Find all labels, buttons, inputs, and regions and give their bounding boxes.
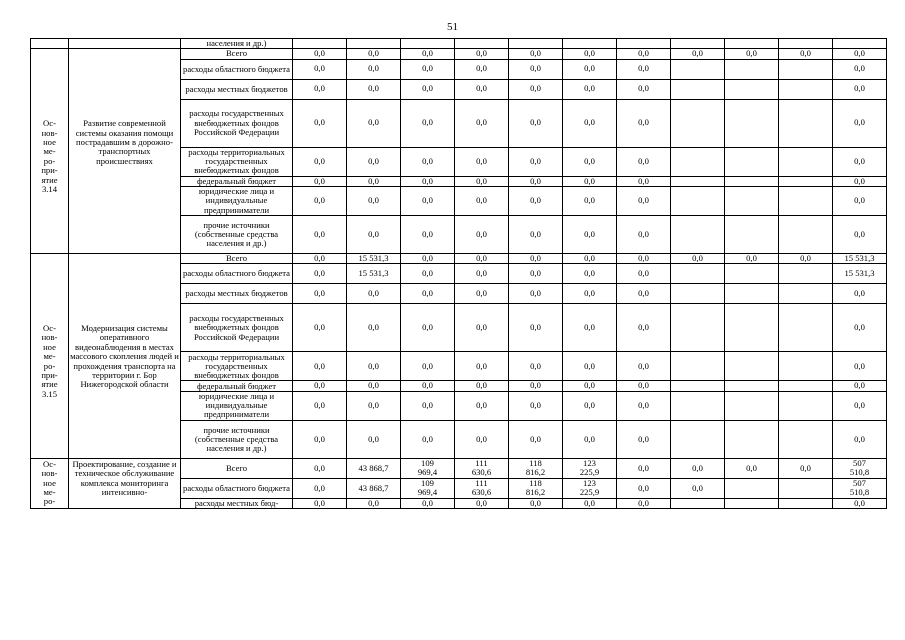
source-cell: Всего xyxy=(181,254,293,264)
value-cell: 43 868,7 xyxy=(347,478,401,498)
source-cell: федеральный бюджет xyxy=(181,176,293,186)
value-cell: 0,0 xyxy=(347,391,401,420)
value-cell: 0,0 xyxy=(563,216,617,254)
value-cell: 0,0 xyxy=(509,79,563,99)
source-cell: населения и др.) xyxy=(181,39,293,49)
value-cell xyxy=(779,498,833,508)
value-cell: 0,0 xyxy=(617,79,671,99)
value-cell: 123 225,9 xyxy=(563,478,617,498)
value-cell: 0,0 xyxy=(617,254,671,264)
value-cell: 118 816,2 xyxy=(509,478,563,498)
value-cell xyxy=(725,216,779,254)
value-cell: 0,0 xyxy=(779,254,833,264)
table-row xyxy=(31,254,887,264)
source-cell: Всего xyxy=(181,49,293,59)
value-cell: 0,0 xyxy=(293,59,347,79)
value-cell: 0,0 xyxy=(401,187,455,216)
table-row xyxy=(31,49,887,59)
value-cell: 0,0 xyxy=(509,381,563,391)
value-cell xyxy=(671,420,725,458)
value-cell: 0,0 xyxy=(293,254,347,264)
value-cell: 0,0 xyxy=(455,391,509,420)
value-cell: 0,0 xyxy=(617,458,671,478)
value-cell: 0,0 xyxy=(455,59,509,79)
value-cell: 0,0 xyxy=(401,352,455,381)
value-cell: 15 531,3 xyxy=(347,254,401,264)
value-cell xyxy=(671,176,725,186)
value-cell: 0,0 xyxy=(455,381,509,391)
value-cell xyxy=(725,99,779,147)
value-cell: 0,0 xyxy=(293,99,347,147)
source-cell: прочие источники (собственные средства населения и др.) xyxy=(181,420,293,458)
value-cell: 0,0 xyxy=(455,49,509,59)
value-cell: 0,0 xyxy=(401,49,455,59)
value-cell: 0,0 xyxy=(833,216,887,254)
value-cell: 0,0 xyxy=(455,216,509,254)
value-cell xyxy=(671,284,725,304)
source-cell: расходы местных бюджетов xyxy=(181,79,293,99)
value-cell xyxy=(671,264,725,284)
source-cell: прочие источники (собственные средства населения и др.) xyxy=(181,216,293,254)
value-cell: 0,0 xyxy=(833,187,887,216)
value-cell: 0,0 xyxy=(455,498,509,508)
value-cell: 0,0 xyxy=(347,498,401,508)
value-cell xyxy=(671,381,725,391)
value-cell: 0,0 xyxy=(347,147,401,176)
value-cell: 0,0 xyxy=(293,352,347,381)
value-cell xyxy=(725,391,779,420)
value-cell: 0,0 xyxy=(347,304,401,352)
value-cell: 0,0 xyxy=(347,176,401,186)
value-cell xyxy=(671,352,725,381)
value-cell: 0,0 xyxy=(509,176,563,186)
value-cell: 0,0 xyxy=(401,420,455,458)
value-cell xyxy=(779,176,833,186)
value-cell xyxy=(779,478,833,498)
value-cell: 0,0 xyxy=(293,458,347,478)
table-row xyxy=(31,39,887,49)
value-cell xyxy=(779,79,833,99)
value-cell: 0,0 xyxy=(833,147,887,176)
value-cell: 0,0 xyxy=(833,99,887,147)
value-cell: 0,0 xyxy=(293,391,347,420)
value-cell: 0,0 xyxy=(347,216,401,254)
value-cell: 0,0 xyxy=(563,284,617,304)
value-cell: 0,0 xyxy=(563,254,617,264)
value-cell: 0,0 xyxy=(293,147,347,176)
value-cell xyxy=(671,216,725,254)
value-cell: 0,0 xyxy=(455,254,509,264)
value-cell: 123 225,9 xyxy=(563,458,617,478)
value-cell: 0,0 xyxy=(293,284,347,304)
value-cell: 0,0 xyxy=(293,79,347,99)
value-cell xyxy=(725,304,779,352)
value-cell: 0,0 xyxy=(509,264,563,284)
value-cell: 43 868,7 xyxy=(347,458,401,478)
value-cell xyxy=(779,284,833,304)
value-cell: 0,0 xyxy=(401,79,455,99)
value-cell: 0,0 xyxy=(293,498,347,508)
value-cell: 0,0 xyxy=(563,49,617,59)
value-cell: 0,0 xyxy=(725,49,779,59)
value-cell: 0,0 xyxy=(617,478,671,498)
value-cell: 0,0 xyxy=(617,381,671,391)
value-cell: 0,0 xyxy=(401,147,455,176)
value-cell: 0,0 xyxy=(509,304,563,352)
value-cell: 0,0 xyxy=(401,284,455,304)
value-cell: 0,0 xyxy=(563,79,617,99)
value-cell: 0,0 xyxy=(617,284,671,304)
value-cell xyxy=(725,381,779,391)
value-cell: 0,0 xyxy=(725,254,779,264)
value-cell: 0,0 xyxy=(455,79,509,99)
value-cell: 0,0 xyxy=(617,187,671,216)
value-cell xyxy=(779,59,833,79)
value-cell: 0,0 xyxy=(455,304,509,352)
value-cell: 0,0 xyxy=(617,49,671,59)
value-cell: 0,0 xyxy=(671,478,725,498)
value-cell xyxy=(725,264,779,284)
value-cell: 0,0 xyxy=(833,304,887,352)
source-cell: расходы местных бюджетов xyxy=(181,284,293,304)
value-cell: 0,0 xyxy=(509,216,563,254)
value-cell xyxy=(725,478,779,498)
value-cell: 0,0 xyxy=(509,391,563,420)
value-cell: 111 630,6 xyxy=(455,458,509,478)
value-cell: 15 531,3 xyxy=(833,264,887,284)
value-cell: 109 969,4 xyxy=(401,478,455,498)
source-cell: Всего xyxy=(181,458,293,478)
value-cell: 0,0 xyxy=(833,59,887,79)
value-cell: 0,0 xyxy=(293,478,347,498)
value-cell: 0,0 xyxy=(293,381,347,391)
value-cell: 0,0 xyxy=(347,284,401,304)
value-cell: 0,0 xyxy=(833,284,887,304)
measure-description: Проектирование, создание и техническое обслуживание комплекса мониторинга интенсивно- xyxy=(69,458,181,508)
value-cell: 0,0 xyxy=(617,99,671,147)
value-cell: 0,0 xyxy=(293,420,347,458)
value-cell xyxy=(725,420,779,458)
value-cell: 0,0 xyxy=(293,49,347,59)
measure-description: Модернизация системы оперативного видеонаблюдения в местах массового скопления людей и прохождения транспорта на территории г. Бор Нижегородской области xyxy=(69,254,181,459)
value-cell: 0,0 xyxy=(401,99,455,147)
source-cell: федеральный бюджет xyxy=(181,381,293,391)
measure-label: Ос- нов- ное ме- ро- при- ятие 3.14 xyxy=(31,49,69,254)
value-cell: 0,0 xyxy=(671,458,725,478)
value-cell: 0,0 xyxy=(455,420,509,458)
value-cell: 0,0 xyxy=(563,420,617,458)
value-cell: 0,0 xyxy=(563,187,617,216)
value-cell: 0,0 xyxy=(509,352,563,381)
source-cell: расходы территориальных государственных внебюджетных фондов xyxy=(181,147,293,176)
value-cell: 0,0 xyxy=(563,352,617,381)
value-cell: 0,0 xyxy=(617,147,671,176)
value-cell: 0,0 xyxy=(563,264,617,284)
value-cell: 0,0 xyxy=(779,49,833,59)
value-cell xyxy=(671,147,725,176)
value-cell xyxy=(779,264,833,284)
value-cell: 0,0 xyxy=(347,352,401,381)
value-cell: 0,0 xyxy=(455,352,509,381)
value-cell: 507 510,8 xyxy=(833,458,887,478)
value-cell: 0,0 xyxy=(725,458,779,478)
value-cell: 0,0 xyxy=(671,49,725,59)
value-cell: 0,0 xyxy=(617,352,671,381)
value-cell: 0,0 xyxy=(401,391,455,420)
value-cell: 0,0 xyxy=(293,304,347,352)
value-cell: 0,0 xyxy=(509,147,563,176)
value-cell xyxy=(779,304,833,352)
value-cell: 0,0 xyxy=(833,49,887,59)
source-cell: юридические лица и индивидуальные предприниматели xyxy=(181,391,293,420)
value-cell: 0,0 xyxy=(347,187,401,216)
value-cell xyxy=(725,176,779,186)
value-cell: 0,0 xyxy=(509,420,563,458)
value-cell xyxy=(725,187,779,216)
value-cell: 0,0 xyxy=(401,498,455,508)
value-cell xyxy=(671,59,725,79)
value-cell xyxy=(779,420,833,458)
value-cell: 0,0 xyxy=(293,187,347,216)
value-cell: 0,0 xyxy=(509,49,563,59)
value-cell: 0,0 xyxy=(563,381,617,391)
value-cell: 0,0 xyxy=(347,79,401,99)
source-cell: юридические лица и индивидуальные предприниматели xyxy=(181,187,293,216)
value-cell: 15 531,3 xyxy=(347,264,401,284)
value-cell: 111 630,6 xyxy=(455,478,509,498)
value-cell: 0,0 xyxy=(509,284,563,304)
value-cell xyxy=(671,498,725,508)
value-cell: 0,0 xyxy=(671,254,725,264)
value-cell: 0,0 xyxy=(563,147,617,176)
value-cell xyxy=(671,304,725,352)
source-cell: расходы государственных внебюджетных фондов Российской Федерации xyxy=(181,99,293,147)
value-cell: 0,0 xyxy=(617,420,671,458)
value-cell: 0,0 xyxy=(617,216,671,254)
value-cell: 0,0 xyxy=(347,59,401,79)
measure-description: Развитие современной системы оказания помощи пострадавшим в дорожно-транспортных происшествиях xyxy=(69,49,181,254)
value-cell xyxy=(779,99,833,147)
value-cell: 0,0 xyxy=(617,264,671,284)
value-cell: 0,0 xyxy=(509,187,563,216)
value-cell xyxy=(779,352,833,381)
value-cell: 0,0 xyxy=(833,381,887,391)
value-cell: 0,0 xyxy=(563,304,617,352)
value-cell: 0,0 xyxy=(401,59,455,79)
value-cell: 0,0 xyxy=(455,176,509,186)
value-cell: 118 816,2 xyxy=(509,458,563,478)
value-cell: 0,0 xyxy=(455,187,509,216)
value-cell: 0,0 xyxy=(455,264,509,284)
measure-label: Ос- нов- ное ме- ро- xyxy=(31,458,69,508)
value-cell xyxy=(779,147,833,176)
value-cell: 0,0 xyxy=(617,176,671,186)
source-cell: расходы областного бюджета xyxy=(181,264,293,284)
value-cell: 0,0 xyxy=(401,381,455,391)
value-cell: 0,0 xyxy=(509,59,563,79)
value-cell: 0,0 xyxy=(293,176,347,186)
table-row xyxy=(31,458,887,478)
source-cell: расходы территориальных государственных внебюджетных фондов xyxy=(181,352,293,381)
value-cell xyxy=(725,59,779,79)
source-cell: расходы государственных внебюджетных фондов Российской Федерации xyxy=(181,304,293,352)
value-cell: 109 969,4 xyxy=(401,458,455,478)
value-cell xyxy=(671,187,725,216)
value-cell: 0,0 xyxy=(833,391,887,420)
source-cell: расходы областного бюджета xyxy=(181,478,293,498)
value-cell: 0,0 xyxy=(347,420,401,458)
value-cell: 0,0 xyxy=(455,284,509,304)
value-cell: 0,0 xyxy=(617,59,671,79)
value-cell: 0,0 xyxy=(509,254,563,264)
value-cell xyxy=(725,498,779,508)
value-cell: 0,0 xyxy=(617,304,671,352)
budget-table xyxy=(30,38,887,509)
value-cell: 0,0 xyxy=(347,99,401,147)
value-cell: 0,0 xyxy=(833,420,887,458)
value-cell xyxy=(779,216,833,254)
value-cell: 0,0 xyxy=(563,59,617,79)
source-cell: расходы областного бюджета xyxy=(181,59,293,79)
page-number: 51 xyxy=(447,21,458,33)
value-cell: 0,0 xyxy=(401,254,455,264)
value-cell xyxy=(725,79,779,99)
value-cell: 0,0 xyxy=(401,264,455,284)
value-cell: 0,0 xyxy=(293,264,347,284)
value-cell: 0,0 xyxy=(563,498,617,508)
value-cell: 0,0 xyxy=(455,147,509,176)
value-cell: 0,0 xyxy=(833,352,887,381)
source-cell: расходы местных бюд- xyxy=(181,498,293,508)
value-cell: 0,0 xyxy=(401,176,455,186)
value-cell: 0,0 xyxy=(833,79,887,99)
measure-label: Ос- нов- ное ме- ро- при- ятие 3.15 xyxy=(31,254,69,459)
value-cell: 0,0 xyxy=(617,391,671,420)
value-cell: 0,0 xyxy=(401,216,455,254)
value-cell: 0,0 xyxy=(509,99,563,147)
value-cell: 0,0 xyxy=(293,216,347,254)
value-cell xyxy=(671,99,725,147)
value-cell: 0,0 xyxy=(833,176,887,186)
value-cell xyxy=(671,79,725,99)
value-cell: 0,0 xyxy=(617,498,671,508)
value-cell xyxy=(779,381,833,391)
value-cell: 0,0 xyxy=(779,458,833,478)
value-cell xyxy=(671,391,725,420)
value-cell: 0,0 xyxy=(347,381,401,391)
value-cell xyxy=(779,187,833,216)
value-cell: 507 510,8 xyxy=(833,478,887,498)
value-cell: 0,0 xyxy=(563,176,617,186)
value-cell: 15 531,3 xyxy=(833,254,887,264)
value-cell xyxy=(725,284,779,304)
value-cell: 0,0 xyxy=(455,99,509,147)
value-cell: 0,0 xyxy=(833,498,887,508)
value-cell: 0,0 xyxy=(509,498,563,508)
value-cell xyxy=(779,391,833,420)
value-cell xyxy=(725,147,779,176)
value-cell: 0,0 xyxy=(563,391,617,420)
value-cell: 0,0 xyxy=(347,49,401,59)
value-cell xyxy=(725,352,779,381)
value-cell: 0,0 xyxy=(401,304,455,352)
value-cell: 0,0 xyxy=(563,99,617,147)
